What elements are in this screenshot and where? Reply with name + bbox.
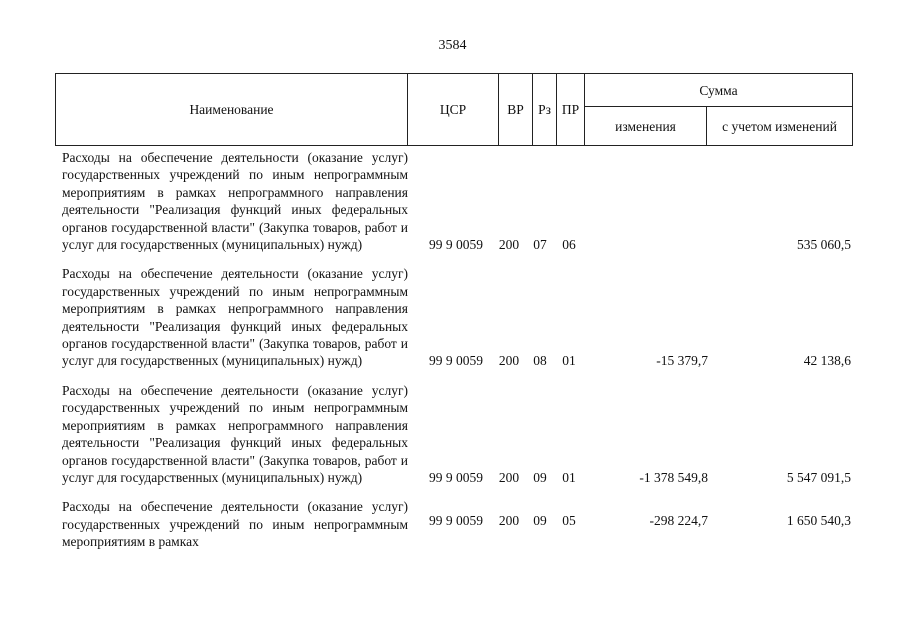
row-csr: 99 9 0059 xyxy=(429,237,483,253)
header-sum: Сумма xyxy=(585,74,853,107)
row-change: -298 224,7 xyxy=(649,513,708,529)
row-name: Расходы на обеспечение деятельности (оказание услуг) государственных учреждений по иным непрограммным мероприятиям в рамках непрограммного направления деятельности "Реализация функций иных федеральных органов государственной власти" (Закупка товаров, работ и услуг для государственных (муниципальных) нужд) xyxy=(62,150,408,253)
row-pr: 06 xyxy=(562,237,576,253)
row-pr: 05 xyxy=(562,513,576,529)
page-number: 3584 xyxy=(438,38,467,53)
row-pr: 01 xyxy=(562,469,576,485)
row-total: 1 650 540,3 xyxy=(786,513,851,529)
row-rz: 09 xyxy=(533,513,547,529)
row-rz: 07 xyxy=(533,237,547,253)
header-vr: ВР xyxy=(499,74,533,146)
row-name: Расходы на обеспечение деятельности (оказание услуг) государственных учреждений по иным непрограммным мероприятиям в рамках xyxy=(62,499,408,550)
row-csr: 99 9 0059 xyxy=(429,353,483,369)
row-vr: 200 xyxy=(498,513,520,529)
row-rz: 08 xyxy=(533,353,547,369)
row-vr: 200 xyxy=(498,237,520,253)
header-with-changes: с учетом изменений xyxy=(707,107,853,146)
row-total: 42 138,6 xyxy=(803,353,851,369)
row-name: Расходы на обеспечение деятельности (оказание услуг) государственных учреждений по иным непрограммным мероприятиям в рамках непрограммного направления деятельности "Реализация функций иных федеральных органов государственной власти" (Закупка товаров, работ и услуг для государственных (муниципальных) нужд) xyxy=(62,266,408,369)
row-pr: 01 xyxy=(562,353,576,369)
row-total: 535 060,5 xyxy=(797,237,851,253)
row-rz: 09 xyxy=(533,469,547,485)
table-row xyxy=(55,145,852,253)
row-vr: 200 xyxy=(498,469,520,485)
table-row xyxy=(55,494,852,550)
table-body xyxy=(55,145,852,559)
table-row xyxy=(55,261,852,369)
header-csr: ЦСР xyxy=(408,74,499,146)
header-rz: Рз xyxy=(533,74,557,146)
row-name: Расходы на обеспечение деятельности (оказание услуг) государственных учреждений по иным непрограммным мероприятиям в рамках непрограммного направления деятельности "Реализация функций иных федеральных органов государственной власти" (Закупка товаров, работ и услуг для государственных (муниципальных) нужд) xyxy=(62,382,408,485)
header-changes: изменения xyxy=(585,107,707,146)
table-header xyxy=(55,73,853,146)
table-row xyxy=(55,378,852,486)
row-vr: 200 xyxy=(498,353,520,369)
header-name: Наименование xyxy=(56,74,408,146)
row-csr: 99 9 0059 xyxy=(429,513,483,529)
row-change: -15 379,7 xyxy=(656,353,708,369)
row-total: 5 547 091,5 xyxy=(786,469,851,485)
header-pr: ПР xyxy=(557,74,585,146)
row-change: -1 378 549,8 xyxy=(639,469,708,485)
row-csr: 99 9 0059 xyxy=(429,469,483,485)
